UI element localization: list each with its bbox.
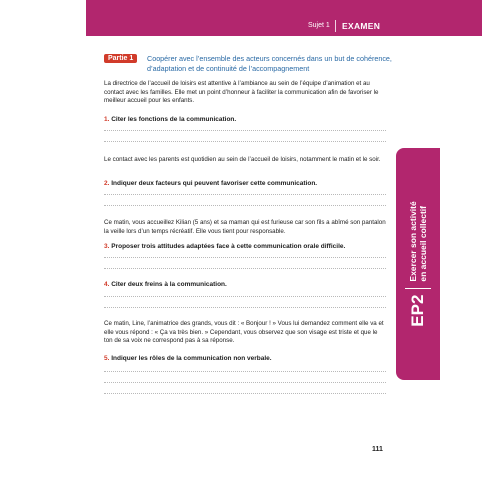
context-paragraph: Le contact avec les parents est quotidien au sein de l’accueil de loisirs, notamment le matin et le soir. <box>104 156 381 163</box>
answer-line[interactable] <box>104 141 386 142</box>
question-text: Indiquer les rôles de la communication non verbale. <box>111 355 272 362</box>
question-2 <box>104 180 317 187</box>
answer-line[interactable] <box>104 268 386 269</box>
question-text: Proposer trois attitudes adaptées face à cette communication orale difficile. <box>111 243 346 250</box>
observation-paragraph: Ce matin, Line, l’animatrice des grands, vous dit : « Bonjour ! » Vous lui demandez comment elle va et elle vous répond : « Ça va très bien. » Cependant, vous observez que son visage est triste et que le ton de sa voix ne correspond pas à sa réponse. <box>104 320 384 345</box>
answer-line[interactable] <box>104 194 386 195</box>
answer-line[interactable] <box>104 371 386 372</box>
side-tab-divider <box>405 288 431 289</box>
question-1 <box>104 116 236 123</box>
side-tab-title-line1: Exercer son activité <box>408 201 418 282</box>
header-band <box>86 0 482 36</box>
question-4 <box>104 281 227 288</box>
side-tab-label <box>396 148 440 380</box>
answer-line[interactable] <box>104 382 386 383</box>
partie-badge: Partie 1 <box>104 54 137 63</box>
answer-line[interactable] <box>104 257 386 258</box>
answer-line[interactable] <box>104 205 386 206</box>
ep-code: EP2 <box>408 294 427 327</box>
question-number: 1. <box>104 116 110 123</box>
answer-line[interactable] <box>104 296 386 297</box>
answer-line[interactable] <box>104 307 386 308</box>
side-tab-title-line2: en accueil collectif <box>418 206 428 282</box>
question-5 <box>104 355 272 362</box>
sujet-label: Sujet 1 <box>308 22 330 29</box>
situation-paragraph: Ce matin, vous accueillez Kilian (5 ans) et sa maman qui est furieuse car son fils a abîmé son pantalon la veille lors d’un temps récréatif. Elle vous tient pour responsable. <box>104 219 386 235</box>
question-number: 3. <box>104 243 110 250</box>
side-tab-title <box>408 201 428 281</box>
question-text: Indiquer deux facteurs qui peuvent favoriser cette communication. <box>111 180 318 187</box>
question-number: 4. <box>104 281 110 288</box>
examen-label: EXAMEN <box>342 21 381 31</box>
answer-line[interactable] <box>104 393 386 394</box>
question-3 <box>104 243 345 250</box>
question-text: Citer deux freins à la communication. <box>111 281 227 288</box>
intro-paragraph: La directrice de l’accueil de loisirs est attentive à l’ambiance au sein de l’équipe d’animation et au contact avec les familles. Elle met un point d’honneur à faciliter la communication afin de favoriser le meilleur accueil pour les enfants. <box>104 80 379 105</box>
question-number: 2. <box>104 180 110 187</box>
question-number: 5. <box>104 355 110 362</box>
answer-line[interactable] <box>104 130 386 131</box>
partie-title: Coopérer avec l’ensemble des acteurs concernés dans un but de cohérence, d’adaptation et de continuité de l’accompagnement <box>147 54 392 73</box>
page-number: 111 <box>372 446 383 453</box>
question-text: Citer les fonctions de la communication. <box>111 116 237 123</box>
header-separator <box>335 20 336 32</box>
